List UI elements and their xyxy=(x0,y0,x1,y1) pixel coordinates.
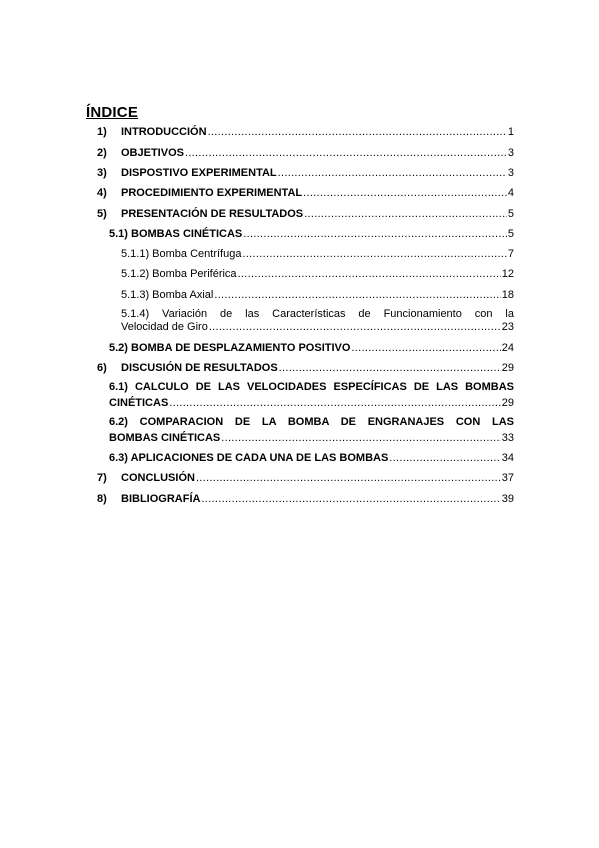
toc-entry-bomba-periferica[interactable] xyxy=(121,268,514,281)
toc-entry-conclusion[interactable] xyxy=(121,472,514,485)
toc-dot-leader xyxy=(209,321,501,334)
toc-page-number: 18 xyxy=(501,289,514,301)
toc-number: 1) xyxy=(97,126,107,138)
toc-dot-leader xyxy=(221,432,501,445)
toc-dot-leader xyxy=(303,187,507,200)
toc-dot-leader xyxy=(201,493,500,506)
index-title: ÍNDICE xyxy=(86,104,139,121)
toc-page-number: 29 xyxy=(501,362,514,374)
toc-entry-label: OBJETIVOS xyxy=(121,147,184,159)
toc-entry-desplazamiento-positivo[interactable] xyxy=(109,342,514,355)
toc-entry-label-line1: 6.2) COMPARACION DE LA BOMBA DE ENGRANAJES CON LAS xyxy=(109,416,514,428)
toc-page-number: 39 xyxy=(501,493,514,505)
toc-entry-label: PRESENTACIÓN DE RESULTADOS xyxy=(121,208,304,220)
toc-entry-discusion[interactable] xyxy=(121,362,514,375)
toc-page-number: 1 xyxy=(507,126,514,138)
toc-page-number: 7 xyxy=(507,248,514,260)
toc-entry-variacion-line2[interactable] xyxy=(121,321,514,334)
toc-number: 2) xyxy=(97,147,107,159)
toc-entry-label: BIBLIOGRAFÍA xyxy=(121,493,201,505)
toc-number: 6) xyxy=(97,362,107,374)
toc-page-number: 3 xyxy=(507,147,514,159)
toc-entry-bomba-centrifuga[interactable] xyxy=(121,248,514,261)
toc-entry-label: PROCEDIMIENTO EXPERIMENTAL xyxy=(121,187,303,199)
toc-entry-aplicaciones[interactable] xyxy=(109,452,514,465)
toc-dot-leader xyxy=(279,362,501,375)
toc-dot-leader xyxy=(351,342,500,355)
toc-entry-label: 5.1.1) Bomba Centrífuga xyxy=(121,248,242,260)
toc-entry-velocidades-especificas[interactable] xyxy=(109,381,514,394)
toc-entry-label: CONCLUSIÓN xyxy=(121,472,195,484)
toc-entry-label: 5.1.2) Bomba Periférica xyxy=(121,268,237,280)
toc-dot-leader xyxy=(238,268,501,281)
toc-dot-leader xyxy=(242,248,506,261)
toc-dot-leader xyxy=(208,126,507,139)
toc-number: 3) xyxy=(97,167,107,179)
toc-dot-leader xyxy=(196,472,501,485)
toc-entry-objetivos[interactable] xyxy=(121,147,514,160)
toc-page-number: 12 xyxy=(501,268,514,280)
toc-entry-label-line1: 6.1) CALCULO DE LAS VELOCIDADES ESPECÍFICAS DE LAS BOMBAS xyxy=(109,381,514,393)
toc-page-number: 23 xyxy=(501,321,514,333)
toc-page-number: 34 xyxy=(501,452,514,464)
toc-entry-label: 6.3) APLICACIONES DE CADA UNA DE LAS BOMBAS xyxy=(109,452,389,464)
toc-entry-label-line2: BOMBAS CINÉTICAS xyxy=(109,432,221,444)
toc-page-number: 33 xyxy=(501,432,514,444)
toc-entry-bibliografia[interactable] xyxy=(121,493,514,506)
toc-page-number: 3 xyxy=(507,167,514,179)
toc-entry-dispositivo[interactable] xyxy=(121,167,514,180)
toc-entry-label: DISCUSIÓN DE RESULTADOS xyxy=(121,362,278,374)
toc-number: 8) xyxy=(97,493,107,505)
toc-entry-introduccion[interactable] xyxy=(121,126,514,139)
toc-number: 4) xyxy=(97,187,107,199)
toc-entry-bomba-axial[interactable] xyxy=(121,289,514,302)
toc-dot-leader xyxy=(389,452,500,465)
toc-page-number: 24 xyxy=(501,342,514,354)
toc-entry-comparacion-line2[interactable] xyxy=(109,432,514,445)
toc-entry-presentacion[interactable] xyxy=(121,208,514,221)
toc-number: 5) xyxy=(97,208,107,220)
toc-entry-label: INTRODUCCIÓN xyxy=(121,126,207,138)
toc-entry-comparacion[interactable] xyxy=(109,416,514,429)
toc-entry-label: DISPOSTIVO EXPERIMENTAL xyxy=(121,167,277,179)
toc-dot-leader xyxy=(278,167,507,180)
toc-entry-procedimiento[interactable] xyxy=(121,187,514,200)
toc-page-number: 5 xyxy=(507,228,514,240)
toc-page-number: 29 xyxy=(501,397,514,409)
toc-entry-label: 5.1.3) Bomba Axial xyxy=(121,289,214,301)
toc-page-number: 5 xyxy=(507,208,514,220)
toc-entry-label: 5.2) BOMBA DE DESPLAZAMIENTO POSITIVO xyxy=(109,342,351,354)
toc-dot-leader xyxy=(304,208,507,221)
toc-entry-variacion[interactable] xyxy=(121,308,514,321)
toc-entry-label: 5.1) BOMBAS CINÉTICAS xyxy=(109,228,243,240)
toc-entry-bombas-cineticas[interactable] xyxy=(109,228,514,241)
toc-dot-leader xyxy=(243,228,507,241)
toc-entry-velocidades-especificas-line2[interactable] xyxy=(109,397,514,410)
toc-dot-leader xyxy=(214,289,500,302)
toc-page-number: 37 xyxy=(501,472,514,484)
toc-entry-label-line2: Velocidad de Giro xyxy=(121,321,208,333)
toc-entry-label-line2: CINÉTICAS xyxy=(109,397,169,409)
toc-page-number: 4 xyxy=(507,187,514,199)
toc-number: 7) xyxy=(97,472,107,484)
toc-dot-leader xyxy=(185,147,507,160)
toc-dot-leader xyxy=(169,397,500,410)
toc-entry-label-line1: 5.1.4) Variación de las Características de Funcionamiento con la xyxy=(121,308,514,320)
